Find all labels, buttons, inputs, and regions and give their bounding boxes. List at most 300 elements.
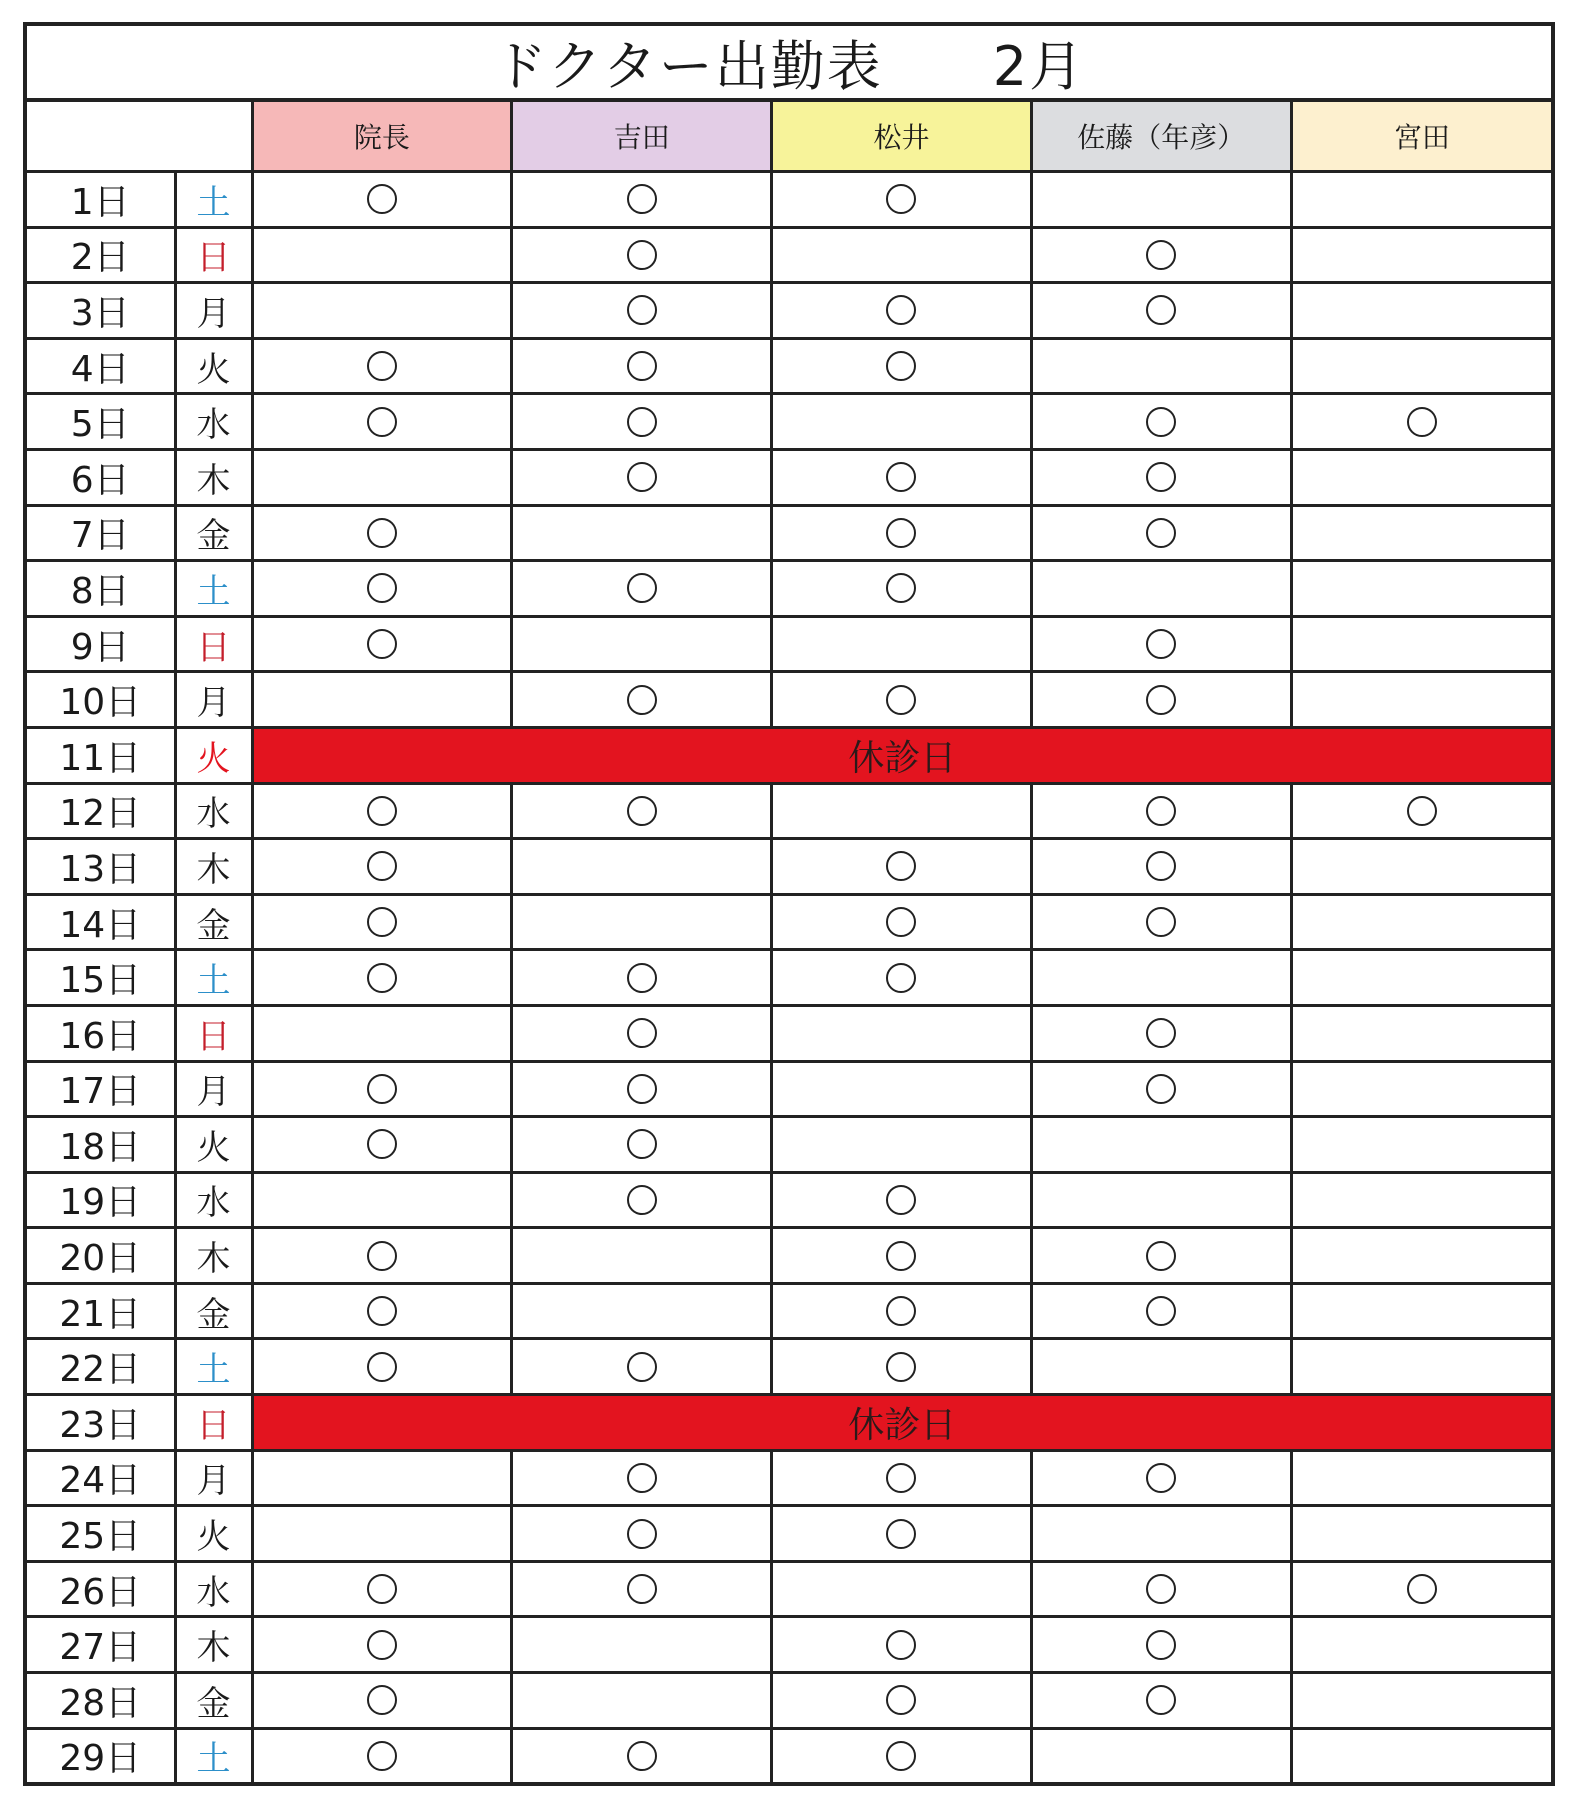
on-duty-circle-icon — [367, 1129, 397, 1159]
on-duty-circle-icon — [627, 1463, 657, 1493]
on-duty-circle-icon — [886, 462, 916, 492]
on-duty-circle-icon — [886, 851, 916, 881]
on-duty-circle-icon — [367, 518, 397, 548]
day-row — [27, 1673, 1551, 1729]
shift-cell — [252, 1617, 512, 1673]
shift-cell — [1291, 561, 1551, 617]
shift-cell — [1031, 1283, 1291, 1339]
shift-cell — [1031, 1005, 1291, 1061]
closed-day-banner: 休診日 — [252, 727, 1551, 783]
on-duty-circle-icon — [627, 1018, 657, 1048]
day-of-week: 木 — [175, 1228, 252, 1284]
on-duty-circle-icon — [367, 351, 397, 381]
shift-cell — [252, 1728, 512, 1782]
day-row — [27, 505, 1551, 561]
shift-cell — [772, 783, 1032, 839]
day-of-week: 木 — [175, 839, 252, 895]
shift-cell — [512, 1061, 772, 1117]
on-duty-circle-icon — [367, 1741, 397, 1771]
on-duty-circle-icon — [1146, 407, 1176, 437]
day-date: 5日 — [27, 394, 175, 450]
day-of-week: 水 — [175, 783, 252, 839]
shift-cell — [772, 1728, 1032, 1782]
header-row — [27, 102, 1551, 172]
shift-cell — [512, 1339, 772, 1395]
day-row — [27, 1061, 1551, 1117]
day-of-week: 日 — [175, 1395, 252, 1451]
on-duty-circle-icon — [1407, 1574, 1437, 1604]
on-duty-circle-icon — [886, 685, 916, 715]
on-duty-circle-icon — [627, 1074, 657, 1104]
on-duty-circle-icon — [886, 518, 916, 548]
shift-cell — [252, 1005, 512, 1061]
shift-cell — [252, 1561, 512, 1617]
shift-cell — [512, 1005, 772, 1061]
day-date: 8日 — [27, 561, 175, 617]
on-duty-circle-icon — [367, 573, 397, 603]
day-row — [27, 727, 1551, 783]
day-date: 20日 — [27, 1228, 175, 1284]
shift-cell — [772, 1561, 1032, 1617]
shift-cell — [252, 1339, 512, 1395]
shift-cell — [1291, 1506, 1551, 1562]
day-of-week: 木 — [175, 1617, 252, 1673]
shift-cell — [1291, 672, 1551, 728]
day-of-week: 金 — [175, 1283, 252, 1339]
shift-cell — [772, 1172, 1032, 1228]
shift-cell — [772, 1450, 1032, 1506]
on-duty-circle-icon — [367, 184, 397, 214]
shift-cell — [252, 449, 512, 505]
day-date: 24日 — [27, 1450, 175, 1506]
shift-cell — [252, 1673, 512, 1729]
shift-cell — [512, 1283, 772, 1339]
shift-cell — [1291, 950, 1551, 1006]
shift-cell — [1031, 1172, 1291, 1228]
day-row — [27, 672, 1551, 728]
on-duty-circle-icon — [367, 1241, 397, 1271]
shift-cell — [252, 338, 512, 394]
day-date: 9日 — [27, 616, 175, 672]
shift-cell — [1291, 839, 1551, 895]
day-of-week: 土 — [175, 561, 252, 617]
day-row — [27, 1283, 1551, 1339]
title-month: 2月 — [992, 34, 1086, 98]
shift-cell — [512, 1561, 772, 1617]
on-duty-circle-icon — [627, 685, 657, 715]
shift-cell — [512, 338, 772, 394]
shift-cell — [1291, 227, 1551, 283]
shift-cell — [772, 839, 1032, 895]
day-date: 27日 — [27, 1617, 175, 1673]
shift-cell — [1031, 1673, 1291, 1729]
day-date: 17日 — [27, 1061, 175, 1117]
shift-cell — [772, 1061, 1032, 1117]
shift-cell — [252, 1450, 512, 1506]
on-duty-circle-icon — [886, 1296, 916, 1326]
shift-cell — [1031, 338, 1291, 394]
day-row — [27, 1117, 1551, 1173]
on-duty-circle-icon — [886, 1185, 916, 1215]
on-duty-circle-icon — [627, 1352, 657, 1382]
day-row — [27, 1005, 1551, 1061]
day-date: 18日 — [27, 1117, 175, 1173]
on-duty-circle-icon — [1146, 851, 1176, 881]
day-row — [27, 1506, 1551, 1562]
on-duty-circle-icon — [1146, 907, 1176, 937]
shift-cell — [1291, 1617, 1551, 1673]
shift-cell — [772, 1117, 1032, 1173]
on-duty-circle-icon — [627, 184, 657, 214]
day-date: 13日 — [27, 839, 175, 895]
shift-cell — [252, 950, 512, 1006]
shift-cell — [1031, 1061, 1291, 1117]
day-date: 3日 — [27, 283, 175, 339]
on-duty-circle-icon — [1146, 629, 1176, 659]
shift-cell — [772, 449, 1032, 505]
shift-cell — [512, 783, 772, 839]
day-date: 11日 — [27, 727, 175, 783]
day-of-week: 月 — [175, 1061, 252, 1117]
shift-cell — [1031, 839, 1291, 895]
shift-cell — [512, 1450, 772, 1506]
shift-cell — [1031, 1228, 1291, 1284]
on-duty-circle-icon — [627, 295, 657, 325]
day-of-week: 土 — [175, 172, 252, 228]
shift-cell — [772, 1673, 1032, 1729]
on-duty-circle-icon — [886, 351, 916, 381]
shift-cell — [252, 227, 512, 283]
on-duty-circle-icon — [367, 629, 397, 659]
shift-cell — [252, 1117, 512, 1173]
day-of-week: 日 — [175, 1005, 252, 1061]
on-duty-circle-icon — [367, 407, 397, 437]
on-duty-circle-icon — [1146, 1574, 1176, 1604]
shift-cell — [1291, 338, 1551, 394]
shift-cell — [1031, 1617, 1291, 1673]
day-of-week: 金 — [175, 505, 252, 561]
day-of-week: 土 — [175, 1339, 252, 1395]
on-duty-circle-icon — [367, 1630, 397, 1660]
shift-cell — [772, 338, 1032, 394]
shift-cell — [512, 672, 772, 728]
on-duty-circle-icon — [886, 184, 916, 214]
on-duty-circle-icon — [886, 1741, 916, 1771]
day-date: 21日 — [27, 1283, 175, 1339]
shift-cell — [252, 283, 512, 339]
day-of-week: 月 — [175, 672, 252, 728]
shift-cell — [1291, 1172, 1551, 1228]
shift-cell — [772, 505, 1032, 561]
on-duty-circle-icon — [367, 1296, 397, 1326]
shift-cell — [512, 1172, 772, 1228]
shift-cell — [1291, 1117, 1551, 1173]
shift-cell — [1291, 1339, 1551, 1395]
day-of-week: 火 — [175, 1117, 252, 1173]
day-row — [27, 894, 1551, 950]
shift-cell — [512, 561, 772, 617]
day-date: 1日 — [27, 172, 175, 228]
day-row — [27, 839, 1551, 895]
day-row — [27, 227, 1551, 283]
shift-cell — [252, 1061, 512, 1117]
on-duty-circle-icon — [627, 351, 657, 381]
shift-cell — [772, 1339, 1032, 1395]
day-row — [27, 1728, 1551, 1782]
on-duty-circle-icon — [1146, 1074, 1176, 1104]
shift-cell — [1291, 283, 1551, 339]
shift-cell — [772, 672, 1032, 728]
shift-cell — [1291, 1673, 1551, 1729]
on-duty-circle-icon — [1146, 1463, 1176, 1493]
shift-cell — [1031, 894, 1291, 950]
shift-cell — [772, 1228, 1032, 1284]
shift-cell — [1031, 1117, 1291, 1173]
shift-cell — [512, 283, 772, 339]
day-of-week: 月 — [175, 1450, 252, 1506]
on-duty-circle-icon — [367, 1685, 397, 1715]
day-row — [27, 1339, 1551, 1395]
day-row — [27, 283, 1551, 339]
page-title — [27, 26, 1551, 102]
shift-cell — [772, 1005, 1032, 1061]
day-date: 15日 — [27, 950, 175, 1006]
day-row — [27, 1172, 1551, 1228]
on-duty-circle-icon — [627, 1519, 657, 1549]
shift-cell — [512, 505, 772, 561]
shift-cell — [1291, 1005, 1551, 1061]
day-row — [27, 394, 1551, 450]
shift-cell — [252, 1283, 512, 1339]
day-of-week: 火 — [175, 1506, 252, 1562]
day-date: 23日 — [27, 1395, 175, 1451]
on-duty-circle-icon — [367, 851, 397, 881]
day-of-week: 水 — [175, 1172, 252, 1228]
shift-cell — [512, 1506, 772, 1562]
shift-cell — [772, 394, 1032, 450]
day-date: 25日 — [27, 1506, 175, 1562]
shift-cell — [1291, 894, 1551, 950]
on-duty-circle-icon — [367, 1574, 397, 1604]
day-of-week: 水 — [175, 394, 252, 450]
day-date: 28日 — [27, 1673, 175, 1729]
on-duty-circle-icon — [627, 240, 657, 270]
shift-cell — [1291, 394, 1551, 450]
on-duty-circle-icon — [627, 796, 657, 826]
shift-cell — [1031, 561, 1291, 617]
shift-cell — [1291, 1061, 1551, 1117]
day-date: 29日 — [27, 1728, 175, 1782]
shift-cell — [1031, 616, 1291, 672]
shift-cell — [1031, 1339, 1291, 1395]
shift-cell — [1291, 1561, 1551, 1617]
shift-cell — [1291, 1450, 1551, 1506]
shift-cell — [512, 1228, 772, 1284]
shift-cell — [1031, 283, 1291, 339]
shift-cell — [772, 1617, 1032, 1673]
day-of-week: 金 — [175, 894, 252, 950]
shift-cell — [252, 783, 512, 839]
on-duty-circle-icon — [367, 1074, 397, 1104]
on-duty-circle-icon — [1407, 407, 1437, 437]
day-date: 7日 — [27, 505, 175, 561]
on-duty-circle-icon — [886, 1352, 916, 1382]
doctor-header: 吉田 — [512, 102, 772, 172]
day-row — [27, 1228, 1551, 1284]
day-date: 22日 — [27, 1339, 175, 1395]
on-duty-circle-icon — [886, 1463, 916, 1493]
on-duty-circle-icon — [886, 1630, 916, 1660]
closed-day-banner: 休診日 — [252, 1395, 1551, 1451]
day-row — [27, 1561, 1551, 1617]
title-text: ドクター出勤表 — [492, 34, 883, 98]
day-date: 2日 — [27, 227, 175, 283]
shift-cell — [512, 1117, 772, 1173]
shift-cell — [512, 449, 772, 505]
shift-cell — [772, 950, 1032, 1006]
shift-cell — [252, 394, 512, 450]
shift-cell — [1031, 672, 1291, 728]
shift-cell — [1031, 505, 1291, 561]
on-duty-circle-icon — [886, 1241, 916, 1271]
day-date: 6日 — [27, 449, 175, 505]
on-duty-circle-icon — [886, 295, 916, 325]
on-duty-circle-icon — [1146, 1296, 1176, 1326]
day-row — [27, 616, 1551, 672]
day-date: 12日 — [27, 783, 175, 839]
on-duty-circle-icon — [1146, 462, 1176, 492]
shift-cell — [1291, 616, 1551, 672]
on-duty-circle-icon — [1146, 1241, 1176, 1271]
shift-cell — [512, 616, 772, 672]
day-date: 26日 — [27, 1561, 175, 1617]
shift-cell — [1031, 227, 1291, 283]
doctor-header: 宮田 — [1291, 102, 1551, 172]
day-date: 4日 — [27, 338, 175, 394]
day-row — [27, 1395, 1551, 1451]
on-duty-circle-icon — [627, 462, 657, 492]
shift-cell — [252, 672, 512, 728]
shift-cell — [1031, 1561, 1291, 1617]
on-duty-circle-icon — [886, 907, 916, 937]
day-row — [27, 1450, 1551, 1506]
on-duty-circle-icon — [1146, 295, 1176, 325]
day-of-week: 日 — [175, 616, 252, 672]
on-duty-circle-icon — [886, 1519, 916, 1549]
on-duty-circle-icon — [886, 1685, 916, 1715]
day-of-week: 水 — [175, 1561, 252, 1617]
on-duty-circle-icon — [627, 573, 657, 603]
doctor-header: 松井 — [772, 102, 1032, 172]
on-duty-circle-icon — [1146, 1630, 1176, 1660]
on-duty-circle-icon — [627, 1741, 657, 1771]
shift-cell — [252, 839, 512, 895]
shift-cell — [512, 950, 772, 1006]
on-duty-circle-icon — [1146, 1018, 1176, 1048]
schedule-sheet — [23, 22, 1555, 1786]
shift-cell — [1031, 394, 1291, 450]
day-of-week: 土 — [175, 1728, 252, 1782]
on-duty-circle-icon — [367, 963, 397, 993]
shift-cell — [512, 1673, 772, 1729]
day-of-week: 木 — [175, 449, 252, 505]
shift-cell — [252, 1506, 512, 1562]
day-date: 16日 — [27, 1005, 175, 1061]
day-of-week: 月 — [175, 283, 252, 339]
shift-cell — [252, 894, 512, 950]
shift-cell — [252, 1228, 512, 1284]
schedule-body — [27, 172, 1551, 1783]
schedule-table — [27, 102, 1551, 1782]
on-duty-circle-icon — [627, 1185, 657, 1215]
day-row — [27, 338, 1551, 394]
on-duty-circle-icon — [367, 907, 397, 937]
shift-cell — [772, 616, 1032, 672]
doctor-header: 院長 — [252, 102, 512, 172]
on-duty-circle-icon — [627, 1129, 657, 1159]
on-duty-circle-icon — [1146, 1685, 1176, 1715]
on-duty-circle-icon — [1146, 796, 1176, 826]
shift-cell — [512, 227, 772, 283]
day-of-week: 土 — [175, 950, 252, 1006]
on-duty-circle-icon — [886, 963, 916, 993]
shift-cell — [252, 1172, 512, 1228]
day-row — [27, 783, 1551, 839]
day-date: 14日 — [27, 894, 175, 950]
day-row — [27, 561, 1551, 617]
shift-cell — [772, 283, 1032, 339]
day-row — [27, 449, 1551, 505]
header-corner — [27, 102, 252, 172]
shift-cell — [772, 561, 1032, 617]
on-duty-circle-icon — [627, 407, 657, 437]
on-duty-circle-icon — [1146, 518, 1176, 548]
day-row — [27, 1617, 1551, 1673]
day-date: 19日 — [27, 1172, 175, 1228]
shift-cell — [1291, 1728, 1551, 1782]
on-duty-circle-icon — [367, 796, 397, 826]
shift-cell — [1031, 1506, 1291, 1562]
shift-cell — [1031, 1450, 1291, 1506]
shift-cell — [1031, 783, 1291, 839]
shift-cell — [512, 839, 772, 895]
doctor-header: 佐藤（年彦） — [1031, 102, 1291, 172]
shift-cell — [512, 172, 772, 228]
shift-cell — [512, 1728, 772, 1782]
shift-cell — [1031, 449, 1291, 505]
day-of-week: 金 — [175, 1673, 252, 1729]
shift-cell — [1291, 783, 1551, 839]
shift-cell — [1031, 950, 1291, 1006]
day-date: 10日 — [27, 672, 175, 728]
shift-cell — [1031, 172, 1291, 228]
shift-cell — [772, 172, 1032, 228]
day-row — [27, 950, 1551, 1006]
on-duty-circle-icon — [1146, 685, 1176, 715]
shift-cell — [1291, 1283, 1551, 1339]
shift-cell — [1291, 172, 1551, 228]
on-duty-circle-icon — [886, 573, 916, 603]
shift-cell — [252, 561, 512, 617]
shift-cell — [512, 1617, 772, 1673]
on-duty-circle-icon — [1407, 796, 1437, 826]
day-of-week: 火 — [175, 338, 252, 394]
on-duty-circle-icon — [627, 1574, 657, 1604]
day-of-week: 火 — [175, 727, 252, 783]
day-of-week: 日 — [175, 227, 252, 283]
shift-cell — [772, 227, 1032, 283]
shift-cell — [252, 505, 512, 561]
